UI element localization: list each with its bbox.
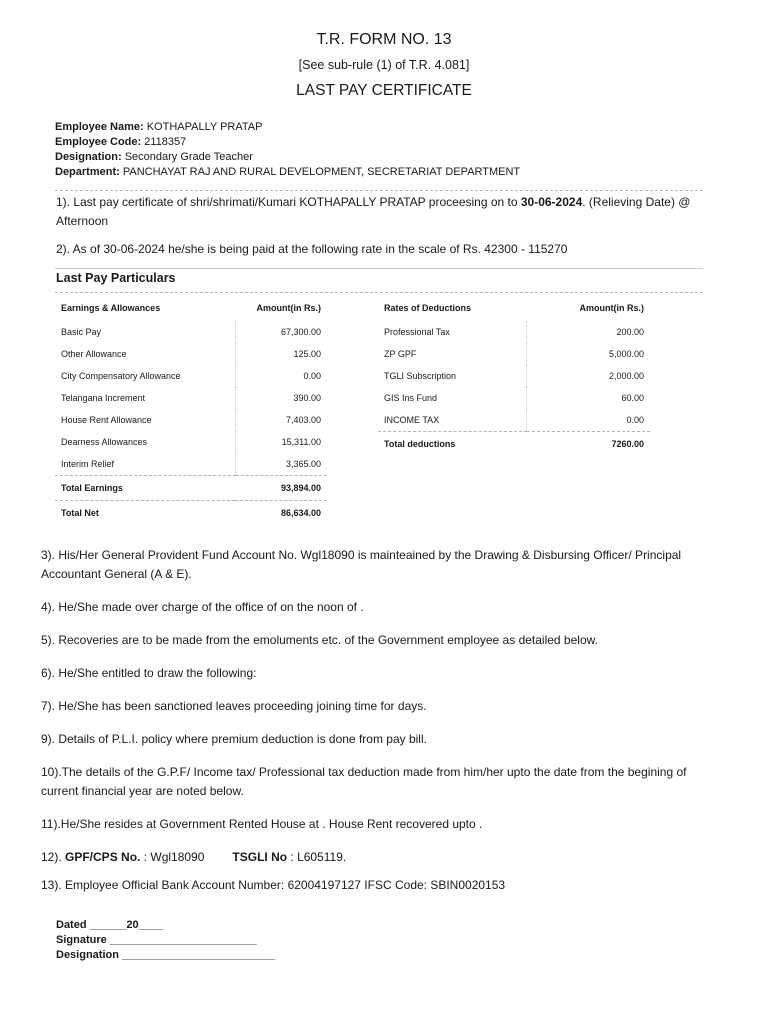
paragraph-6: 6). He/She entitled to draw the following:	[41, 666, 257, 680]
paragraph-5: 5). Recoveries are to be made from the emoluments etc. of the Government employee as detailed below.	[41, 633, 598, 647]
deduction-amount: 2,000.00	[526, 365, 650, 387]
designation-line: Designation _________________________	[56, 949, 275, 961]
table-row	[55, 409, 327, 431]
paragraph-3: 3). His/Her General Provident Fund Account No. Wgl18090 is mainteained by the Drawing & Disbursing Officer/ Principal Accountant General (A & E).	[41, 548, 682, 581]
total-net-amount: 86,634.00	[235, 501, 327, 526]
relieving-date: 30-06-2024	[520, 195, 583, 209]
deductions-amount-column-header: Amount(in Rs.)	[579, 303, 644, 313]
department-row	[55, 166, 520, 178]
earning-label: Basic Pay	[61, 327, 102, 337]
divider	[55, 268, 703, 269]
department-label: Department:	[55, 166, 120, 178]
deduction-label: Professional Tax	[384, 327, 450, 337]
paragraph-2: 2). As of 30-06-2024 he/she is being paid at the following rate in the scale of Rs. 42300 - 115270	[56, 242, 568, 256]
paragraph-12	[41, 848, 713, 867]
deduction-amount: 0.00	[526, 409, 650, 432]
table-row	[378, 343, 650, 365]
earning-label: Telangana Increment	[61, 393, 146, 403]
total-deductions-row	[378, 432, 650, 457]
table-row	[55, 321, 327, 343]
deduction-amount: 5,000.00	[526, 343, 650, 365]
divider	[55, 292, 703, 293]
paragraph-4: 4). He/She made over charge of the office of on the noon of .	[41, 600, 364, 614]
employee-name-value: KOTHAPALLY PRATAP	[146, 121, 263, 133]
paragraph-10: 10).The details of the G.P.F/ Income tax/ Professional tax deduction made from him/her upto the date from the begining of current financial year are noted below.	[41, 765, 687, 798]
paragraph-7: 7). He/She has been sanctioned leaves proceeding joining time for days.	[41, 699, 427, 713]
form-number-title: T.R. FORM NO. 13	[316, 31, 452, 48]
deduction-label: GIS Ins Fund	[384, 393, 438, 403]
table-row	[378, 321, 650, 343]
paragraph-13: 13). Employee Official Bank Account Number: 62004197127 IFSC Code: SBIN0020153	[41, 878, 506, 892]
employee-name-row	[55, 121, 262, 133]
paragraph-1-text-a: 1). Last pay certificate of shri/shrimati/Kumari KOTHAPALLY PRATAP proceesing on to	[56, 195, 521, 209]
total-net-label: Total Net	[55, 501, 235, 526]
employee-code-row	[55, 136, 186, 148]
total-earnings-amount: 93,894.00	[235, 476, 327, 501]
earnings-header-row	[55, 295, 327, 321]
total-earnings-row	[55, 476, 327, 501]
earnings-amount-column-header: Amount(in Rs.)	[256, 303, 321, 313]
earning-amount: 3,365.00	[235, 453, 327, 476]
earning-amount: 125.00	[235, 343, 327, 365]
table-row	[378, 387, 650, 409]
deductions-header-row	[378, 295, 650, 321]
paragraph-1	[56, 193, 696, 231]
earning-label: Interim Relief	[61, 459, 115, 469]
employee-code-label: Employee Code:	[55, 136, 142, 148]
designation-row	[55, 151, 253, 163]
employee-code-value: 2118357	[144, 136, 187, 148]
total-earnings-label: Total Earnings	[55, 476, 235, 501]
table-row	[55, 387, 327, 409]
department-value: PANCHAYAT RAJ AND RURAL DEVELOPMENT, SECRETARIAT DEPARTMENT	[122, 166, 521, 178]
earning-amount: 390.00	[235, 387, 327, 409]
earning-label: City Compensatory Allowance	[61, 371, 181, 381]
sub-rule-reference: [See sub-rule (1) of T.R. 4.081]	[298, 58, 470, 72]
table-row	[55, 453, 327, 476]
paragraph-12-prefix: 12).	[41, 850, 66, 864]
certificate-title: LAST PAY CERTIFICATE	[296, 82, 472, 99]
earning-amount: 7,403.00	[235, 409, 327, 431]
table-row	[378, 409, 650, 432]
deduction-label: ZP GPF	[384, 349, 417, 359]
deductions-table	[378, 295, 650, 456]
deduction-amount: 200.00	[526, 321, 650, 343]
deduction-label: TGLI Subscription	[384, 371, 457, 381]
tsgli-label: TSGLI No	[232, 850, 288, 864]
earnings-table	[55, 295, 327, 525]
table-row	[55, 343, 327, 365]
earning-amount: 0.00	[235, 365, 327, 387]
total-deductions-label: Total deductions	[378, 432, 526, 457]
earning-label: Dearness Allowances	[61, 437, 148, 447]
deductions-column-header: Rates of Deductions	[384, 303, 472, 313]
dated-line: Dated ______20____	[56, 919, 164, 931]
signature-line: Signature ________________________	[56, 934, 257, 946]
earning-amount: 15,311.00	[235, 431, 327, 453]
total-deductions-amount: 7260.00	[526, 432, 650, 457]
earning-amount: 67,300.00	[235, 321, 327, 343]
gpf-cps-value: : Wgl18090	[140, 850, 205, 864]
gpf-cps-label: GPF/CPS No.	[65, 850, 141, 864]
divider	[55, 190, 703, 191]
earning-label: House Rent Allowance	[61, 415, 152, 425]
paragraph-1-text-b: . (Relieving Date) @ Afternoon	[56, 195, 691, 228]
earning-label: Other Allowance	[61, 349, 127, 359]
earnings-column-header: Earnings & Allowances	[61, 303, 161, 313]
deduction-amount: 60.00	[526, 387, 650, 409]
paragraph-11: 11).He/She resides at Government Rented House at . House Rent recovered upto .	[41, 817, 483, 831]
table-row	[55, 365, 327, 387]
employee-name-label: Employee Name:	[55, 121, 144, 133]
table-row	[55, 431, 327, 453]
tsgli-value: : L605119.	[287, 850, 347, 864]
deduction-label: INCOME TAX	[384, 415, 440, 425]
total-net-row	[55, 501, 327, 526]
last-pay-particulars-heading: Last Pay Particulars	[56, 271, 176, 285]
designation-label: Designation:	[55, 151, 122, 163]
table-row	[378, 365, 650, 387]
paragraph-9: 9). Details of P.L.I. policy where premium deduction is done from pay bill.	[41, 732, 427, 746]
designation-value: Secondary Grade Teacher	[124, 151, 253, 163]
